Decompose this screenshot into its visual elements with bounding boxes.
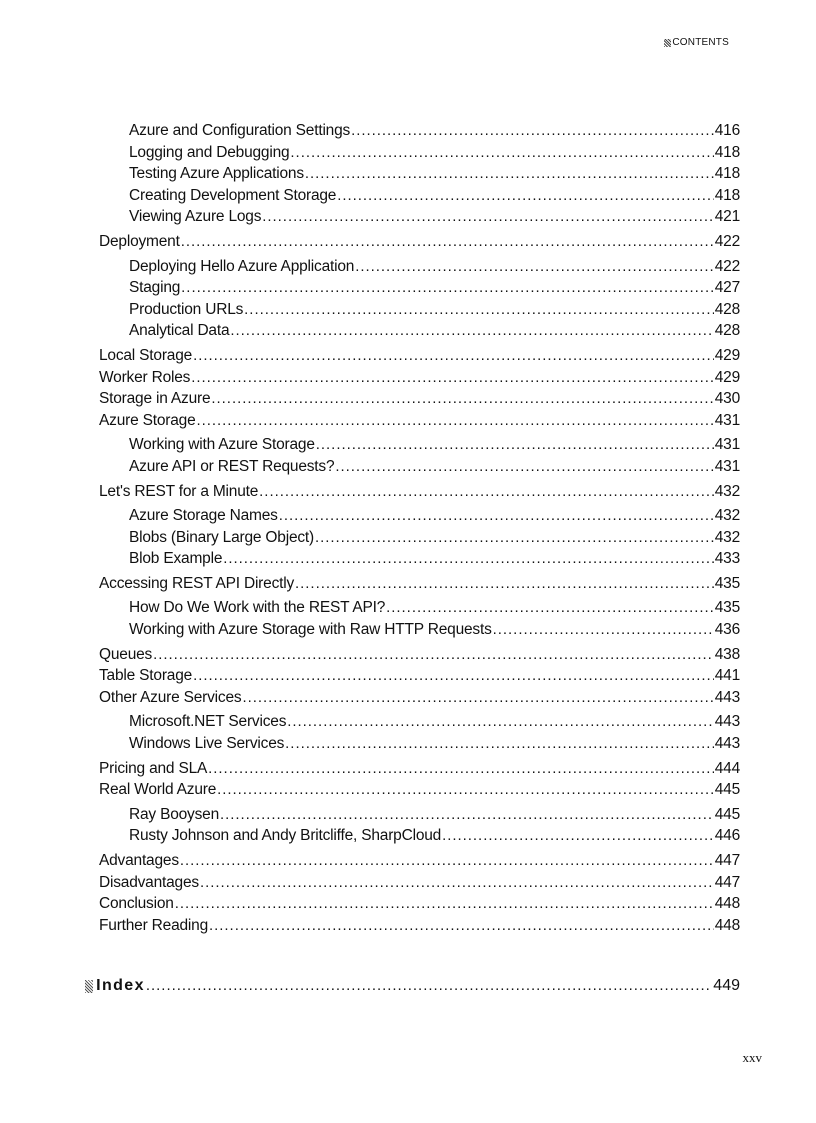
toc-entry-title: Real World Azure <box>99 781 217 799</box>
toc-entry[interactable] <box>99 711 740 733</box>
dot-leader <box>200 872 714 894</box>
toc-entry-title: Staging <box>129 279 181 297</box>
dot-leader <box>316 434 714 456</box>
toc-entry-page: 422 <box>714 257 740 275</box>
dot-leader <box>244 299 714 321</box>
toc-entry[interactable] <box>99 142 740 164</box>
toc-entry-title: Other Azure Services <box>99 688 242 706</box>
dot-leader <box>208 758 714 780</box>
toc-entry-page: 448 <box>714 916 740 934</box>
toc-entry-title: Azure Storage Names <box>129 507 278 525</box>
toc-entry-page: 432 <box>714 507 740 525</box>
dot-leader <box>180 850 714 872</box>
toc-entry-page: 433 <box>714 550 740 568</box>
toc-entry-page: 445 <box>714 781 740 799</box>
toc-entry-title: Table Storage <box>99 667 193 685</box>
toc-entry-page: 443 <box>714 688 740 706</box>
toc-entry-page: 443 <box>714 735 740 753</box>
toc-entry-page: 441 <box>714 667 740 685</box>
toc-entry[interactable] <box>99 367 740 389</box>
dot-leader <box>335 456 713 478</box>
dot-leader <box>209 915 714 937</box>
dot-leader <box>197 410 714 432</box>
toc-entry-title: Worker Roles <box>99 368 191 386</box>
toc-entry-title: Windows Live Services <box>129 735 285 753</box>
dot-leader <box>386 597 714 619</box>
toc-entry[interactable] <box>99 434 740 456</box>
toc-entry-page: 431 <box>714 457 740 475</box>
dot-leader <box>287 711 713 733</box>
toc-entry[interactable] <box>99 779 740 801</box>
toc-entry[interactable] <box>99 299 740 321</box>
toc-entry-page: 438 <box>714 645 740 663</box>
toc-entry-title: Analytical Data <box>129 322 230 340</box>
toc-entry-page: 431 <box>714 411 740 429</box>
toc-entry-page: 429 <box>714 368 740 386</box>
toc-entry-page: 447 <box>714 852 740 869</box>
toc-entry[interactable] <box>99 320 740 342</box>
toc-entry-title: Testing Azure Applications <box>129 165 304 183</box>
dot-leader <box>442 825 714 847</box>
toc-entry-title: Blobs (Binary Large Object) <box>129 528 314 546</box>
toc-entry-title: Conclusion <box>99 895 174 913</box>
toc-entry-title: Let's REST for a Minute <box>99 482 259 500</box>
toc-entry-page: 432 <box>714 528 740 546</box>
toc-entry-title: Azure Storage <box>99 411 196 429</box>
toc-entry-title: Local Storage <box>99 346 193 364</box>
toc-entry-title: Rusty Johnson and Andy Britcliffe, SharpCloud <box>129 827 442 845</box>
toc-entry-page: 428 <box>714 300 740 318</box>
toc-entry[interactable] <box>99 456 740 478</box>
toc-entry[interactable] <box>99 548 740 570</box>
toc-entry-page: 428 <box>714 322 740 340</box>
toc-entry-page: 418 <box>714 143 740 161</box>
toc-entry-index[interactable] <box>85 975 740 997</box>
toc-entry[interactable] <box>99 893 740 915</box>
running-head <box>664 37 729 48</box>
dot-leader <box>305 163 714 185</box>
toc-entry[interactable] <box>99 573 740 595</box>
toc-entry-title: Azure API or REST Requests? <box>129 457 335 475</box>
dot-leader <box>193 345 714 367</box>
toc-entry-page: 421 <box>714 208 740 226</box>
table-of-contents <box>99 120 740 936</box>
dot-leader <box>181 277 714 299</box>
dot-leader <box>285 733 714 755</box>
dot-leader <box>211 388 713 410</box>
toc-entry-title: Working with Azure Storage with Raw HTTP Requests <box>129 621 492 639</box>
toc-entry[interactable] <box>99 915 740 937</box>
running-head-text: CONTENTS <box>672 37 729 48</box>
toc-entry[interactable] <box>99 345 740 367</box>
toc-entry-page: 446 <box>714 827 740 845</box>
toc-entry-title: Index <box>96 977 145 994</box>
dot-leader <box>230 320 713 342</box>
dot-leader <box>295 573 714 595</box>
dot-leader <box>493 619 714 641</box>
toc-entry[interactable] <box>99 505 740 527</box>
toc-entry-page: 444 <box>714 759 740 777</box>
dot-leader <box>351 120 714 142</box>
toc-entry[interactable] <box>99 825 740 847</box>
toc-entry[interactable] <box>99 758 740 780</box>
dot-leader <box>337 185 714 207</box>
dot-leader <box>290 142 713 164</box>
toc-entry[interactable] <box>99 206 740 228</box>
toc-entry[interactable] <box>99 277 740 299</box>
toc-entry[interactable] <box>99 687 740 709</box>
dot-leader <box>217 779 714 801</box>
dot-leader <box>315 527 714 549</box>
hatch-marker-icon <box>664 39 671 47</box>
toc-entry-title: Working with Azure Storage <box>129 436 315 454</box>
toc-entry[interactable] <box>99 619 740 641</box>
toc-entry[interactable] <box>99 804 740 826</box>
toc-entry-page: 447 <box>714 873 740 891</box>
toc-entry-page: 422 <box>714 232 740 250</box>
toc-entry[interactable] <box>99 410 740 432</box>
dot-leader <box>181 231 714 253</box>
toc-entry[interactable] <box>99 388 740 410</box>
dot-leader <box>153 644 714 666</box>
toc-entry-page: 435 <box>714 599 740 617</box>
toc-entry-page: 431 <box>714 436 740 454</box>
toc-entry-title: Azure and Configuration Settings <box>129 122 351 139</box>
toc-entry[interactable] <box>99 256 740 278</box>
toc-entry[interactable] <box>99 163 740 185</box>
toc-entry-title: Microsoft.NET Services <box>129 713 287 731</box>
dot-leader <box>191 367 714 389</box>
page-number: xxv <box>742 1050 762 1065</box>
dot-leader <box>220 804 714 826</box>
toc-entry-page: 449 <box>713 977 740 994</box>
toc-entry-title: Blob Example <box>129 550 223 568</box>
toc-entry[interactable] <box>99 597 740 619</box>
toc-entry[interactable] <box>99 481 740 503</box>
toc-entry[interactable] <box>99 665 740 687</box>
dot-leader <box>175 893 714 915</box>
toc-entry-title: Storage in Azure <box>99 390 211 408</box>
toc-entry-page: 432 <box>714 482 740 500</box>
toc-entry-page: 418 <box>714 165 740 183</box>
toc-entry[interactable] <box>99 185 740 207</box>
toc-entry-page: 436 <box>714 621 740 639</box>
toc-entry-page: 418 <box>714 186 740 204</box>
dot-leader <box>259 481 714 503</box>
toc-entry[interactable] <box>99 733 740 755</box>
dot-leader <box>146 975 712 997</box>
toc-entry-title: Viewing Azure Logs <box>129 208 262 226</box>
dot-leader <box>355 256 714 278</box>
toc-entry-page: 430 <box>714 390 740 408</box>
toc-entry-title: Deployment <box>99 232 180 250</box>
toc-entry-title: Disadvantages <box>99 873 199 891</box>
toc-entry-page: 445 <box>714 805 740 823</box>
toc-entry-page: 435 <box>714 574 740 592</box>
dot-leader <box>242 687 713 709</box>
toc-entry[interactable] <box>99 872 740 894</box>
toc-entry-title: Further Reading <box>99 916 209 934</box>
toc-entry-title: Pricing and SLA <box>99 759 208 777</box>
toc-entry-page: 443 <box>714 713 740 731</box>
toc-entry-title: How Do We Work with the REST API? <box>129 599 386 617</box>
dot-leader <box>262 206 713 228</box>
toc-entry-page: 448 <box>714 895 740 913</box>
toc-entry[interactable] <box>99 644 740 666</box>
dot-leader <box>193 665 714 687</box>
toc-entry-page: 427 <box>714 279 740 297</box>
toc-entry[interactable] <box>99 231 740 253</box>
toc-entry[interactable] <box>99 850 740 872</box>
toc-entry[interactable] <box>99 527 740 549</box>
hatch-marker-icon <box>85 980 93 993</box>
toc-entry-title: Creating Development Storage <box>129 186 337 204</box>
toc-entry-page: 429 <box>714 346 740 364</box>
toc-entry-title: Queues <box>99 645 153 663</box>
dot-leader <box>279 505 714 527</box>
toc-entry-title: Logging and Debugging <box>129 143 290 161</box>
dot-leader <box>223 548 714 570</box>
toc-entry-page: 416 <box>714 122 740 139</box>
toc-entry-title: Production URLs <box>129 300 244 318</box>
toc-entry-title: Advantages <box>99 852 179 869</box>
toc-entry-title: Ray Booysen <box>129 805 219 823</box>
toc-entry[interactable] <box>99 120 740 142</box>
toc-entry-title: Accessing REST API Directly <box>99 574 295 592</box>
toc-entry-title: Deploying Hello Azure Application <box>129 257 355 275</box>
